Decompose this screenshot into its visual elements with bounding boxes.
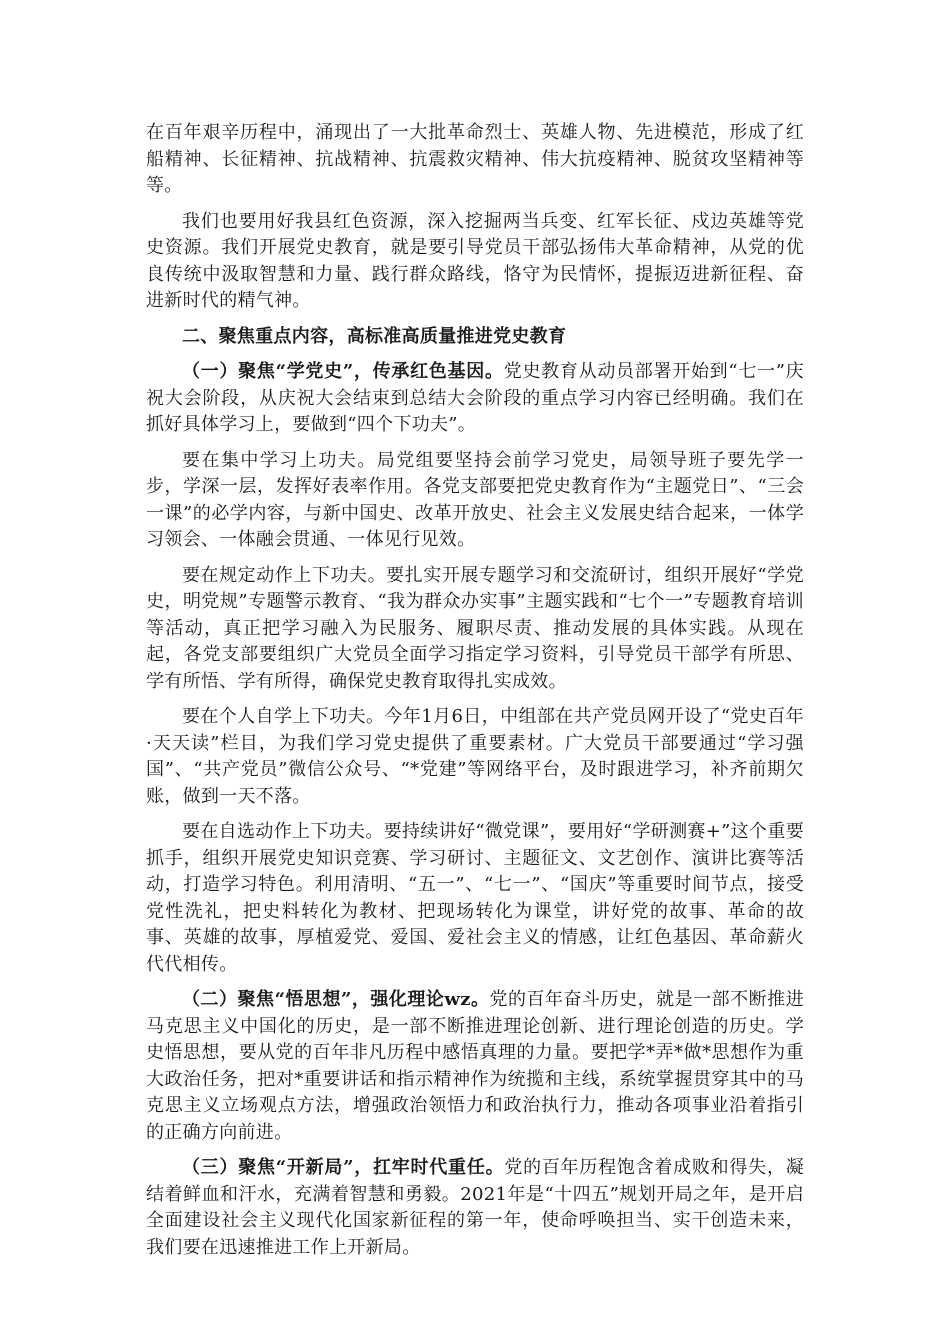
subsection-lead: （二）聚焦“悟思想”，强化理论wz。 [182, 989, 490, 1010]
paragraph-10 [146, 1155, 804, 1261]
section-heading [146, 324, 804, 351]
paragraph-7 [146, 704, 804, 810]
paragraph-text: 我们也要用好我县红色资源，深入挖掘两当兵变、红军长征、戍边英雄等党史资源。我们开展党史教育，就是要引导党员干部弘扬伟大革命精神，从党的优良传统中汲取智慧和力量、践行群众路线，恪守为民情怀，提振迈进新征程、奋进新时代的精气神。 [146, 210, 804, 311]
paragraph-4 [146, 359, 804, 439]
subsection-lead: （三）聚焦“开新局”，扛牢时代重任。 [182, 1157, 505, 1178]
paragraph-text: 要在自选动作上下功夫。要持续讲好“微党课”，要用好“学研测赛+”这个重要抓手，组织开展党史知识竞赛、学习研讨、主题征文、文艺创作、演讲比赛等活动，打造学习特色。利用清明、“五一”、“七一”、“国庆”等重要时间节点，接受党性洗礼，把史料转化为教材、把现场转化为课堂，讲好党的故事、革命的故事、英雄的故事，厚植爱党、爱国、爱社会主义的情感，让红色基因、革命薪火代代相传。 [146, 821, 804, 975]
paragraph-text: 在百年艰辛历程中，涌现出了一大批革命烈士、英雄人物、先进模范，形成了红船精神、长征精神、抗战精神、抗震救灾精神、伟大抗疫精神、脱贫攻坚精神等等。 [146, 122, 804, 196]
paragraph-text: 要在个人自学上下功夫。今年1月6日，中组部在共产党员网开设了“党史百年·天天读”栏目，为我们学习党史提供了重要素材。广大党员干部要通过“学习强国”、“共产党员”微信公众号、“*党建”等网络平台，及时跟进学习，补齐前期欠账，做到一天不落。 [146, 706, 804, 807]
paragraph-5 [146, 448, 804, 554]
paragraph-6 [146, 563, 804, 696]
paragraph-9 [146, 987, 804, 1146]
section-heading-text: 二、聚焦重点内容，高标准高质量推进党史教育 [182, 325, 567, 347]
paragraph-text: 要在集中学习上功夫。局党组要坚持会前学习党史，局领导班子要先学一步，学深一层，发挥好表率作用。各党支部要把党史教育作为“主题党日”、“三会一课”的必学内容，与新中国史、改革开放史、社会主义发展史结合起来，一体学习领会、一体融会贯通、一体见行见效。 [146, 449, 804, 550]
paragraph-8 [146, 819, 804, 978]
paragraph-2 [146, 209, 804, 315]
paragraph-text: 要在规定动作上下功夫。要扎实开展专题学习和交流研讨，组织开展好“学党史，明党规”专题警示教育、“我为群众办实事”主题实践和“七个一”专题教育培训等活动，真正把学习融入为民服务、履职尽责、推动发展的具体实践。从现在起，各党支部要组织广大党员全面学习指定学习资料，引导党员干部学有所思、学有所悟、学有所得，确保党史教育取得扎实成效。 [146, 564, 804, 692]
paragraph-text: 党的百年历程饱含着成败和得失，凝结着鲜血和汗水，充满着智慧和勇毅。2021年是“十四五”规划开局之年，是开启全面建设社会主义现代化国家新征程的第一年，使命呼唤担当、实干创造未来，我们要在迅速推进工作上开新局。 [146, 1157, 804, 1258]
paragraph-1 [146, 120, 804, 200]
paragraph-text: 党史教育从动员部署开始到“七一”庆祝大会阶段，从庆祝大会结束到总结大会阶段的重点学习内容已经明确。我们在抓好具体学习上，要做到“四个下功夫”。 [146, 361, 804, 435]
subsection-lead: （一）聚焦“学党史”，传承红色基因。 [182, 361, 504, 382]
paragraph-text: 党的百年奋斗历史，就是一部不断推进马克思主义中国化的历史，是一部不断推进理论创新、进行理论创造的历史。学史悟思想，要从党的百年非凡历程中感悟真理的力量。要把学*弄*做*思想作为重大政治任务，把对*重要讲话和指示精神作为统揽和主线，系统掌握贯穿其中的马克思主义立场观点方法，增强政治领悟力和政治执行力，推动各项事业沿着指引的正确方向前进。 [146, 989, 804, 1143]
document-body [146, 120, 804, 1270]
